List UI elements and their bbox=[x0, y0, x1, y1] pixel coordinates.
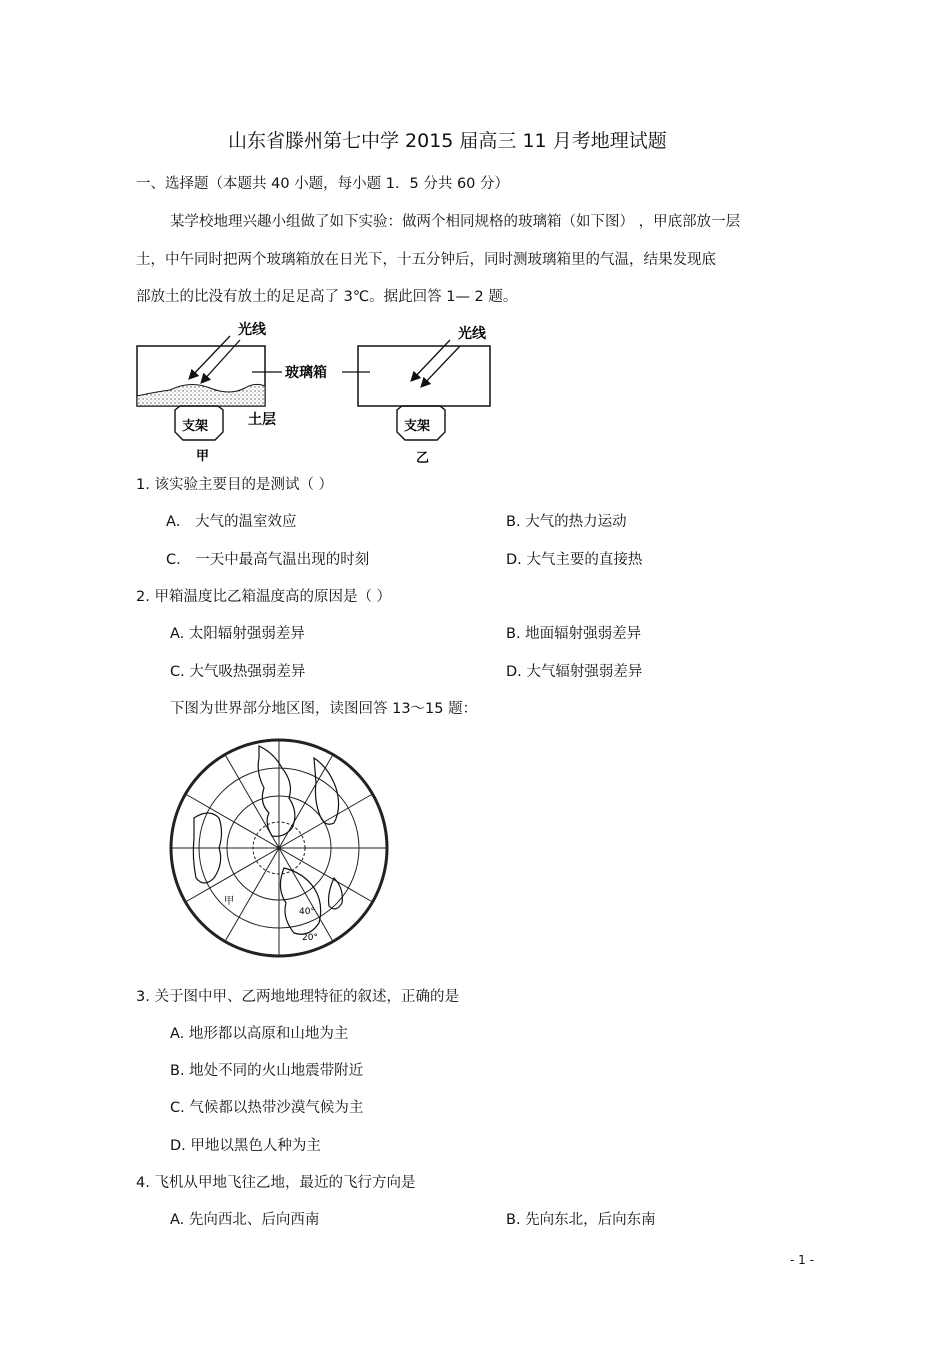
intro-line-3: 部放土的比没有放土的足足高了 3℃。据此回答 1— 2 题。 bbox=[136, 289, 518, 305]
continent-outline-south bbox=[280, 868, 320, 934]
section-header: 一、选择题（本题共 40 小题，每小题 1．5 分共 60 分） bbox=[136, 176, 510, 192]
polar-world-map bbox=[164, 728, 394, 968]
map-intro: 下图为世界部分地区图，读图回答 13～15 题： bbox=[170, 701, 478, 717]
glass-box-yi bbox=[358, 346, 490, 406]
q3-option-b: B. 地处不同的火山地震带附近 bbox=[170, 1063, 364, 1079]
q4-stem: 4. 飞机从甲地飞往乙地，最近的飞行方向是 bbox=[136, 1175, 416, 1191]
q4-option-a: A. 先向西北、后向西南 bbox=[170, 1212, 320, 1228]
stand-label-yi: 支架 bbox=[404, 419, 431, 434]
soil-label: 土层 bbox=[248, 412, 276, 428]
q2-option-d: D. 大气辐射强弱差异 bbox=[506, 664, 643, 680]
q2-option-c: C. 大气吸热强弱差异 bbox=[170, 664, 306, 680]
q3-stem: 3. 关于图中甲、乙两地地理特征的叙述，正确的是 bbox=[136, 989, 459, 1005]
q1-option-a: A． 大气的温室效应 bbox=[166, 514, 297, 530]
intro-line-2: 土，中午同时把两个玻璃箱放在日光下，十五分钟后，同时测玻璃箱里的气温，结果发现底 bbox=[136, 252, 716, 268]
continent-outline-north bbox=[258, 746, 295, 836]
q2-option-b: B. 地面辐射强弱差异 bbox=[506, 626, 642, 642]
map-label-jia: 甲 bbox=[224, 896, 234, 907]
map-label-40: 40° bbox=[299, 907, 315, 917]
page-number: - 1 - bbox=[790, 1253, 814, 1267]
q1-stem: 1. 该实验主要目的是测试（ ） bbox=[136, 477, 334, 493]
glass-box-label: 玻璃箱 bbox=[285, 365, 327, 381]
intro-line-1: 某学校地理兴趣小组做了如下实验：做两个相同规格的玻璃箱（如下图） ，甲底部放一层 bbox=[170, 214, 741, 230]
q3-option-d: D. 甲地以黑色人种为主 bbox=[170, 1138, 321, 1154]
q3-option-c: C. 气候都以热带沙漠气候为主 bbox=[170, 1100, 364, 1116]
glass-box-experiment-figure bbox=[130, 318, 510, 468]
q1-option-b: B. 大气的热力运动 bbox=[506, 514, 627, 530]
q3-option-a: A. 地形都以高原和山地为主 bbox=[170, 1026, 349, 1042]
q1-option-d: D. 大气主要的直接热 bbox=[506, 552, 643, 568]
light-label-yi: 光线 bbox=[458, 326, 486, 342]
q1-option-c: C． 一天中最高气温出现的时刻 bbox=[166, 552, 370, 568]
light-arrow-4 bbox=[422, 346, 460, 386]
q4-option-b: B. 先向东北，后向东南 bbox=[506, 1212, 656, 1228]
q2-option-a: A. 太阳辐射强弱差异 bbox=[170, 626, 305, 642]
page-title: 山东省滕州第七中学 2015 届高三 11 月考地理试题 bbox=[228, 130, 667, 152]
map-label-20: 20° bbox=[302, 933, 318, 943]
stand-label-jia: 支架 bbox=[182, 419, 209, 434]
light-label-jia: 光线 bbox=[238, 322, 266, 338]
q2-stem: 2. 甲箱温度比乙箱温度高的原因是（ ） bbox=[136, 589, 392, 605]
box-label-yi: 乙 bbox=[416, 451, 430, 466]
soil-layer bbox=[137, 384, 265, 406]
box-label-jia: 甲 bbox=[196, 449, 210, 464]
